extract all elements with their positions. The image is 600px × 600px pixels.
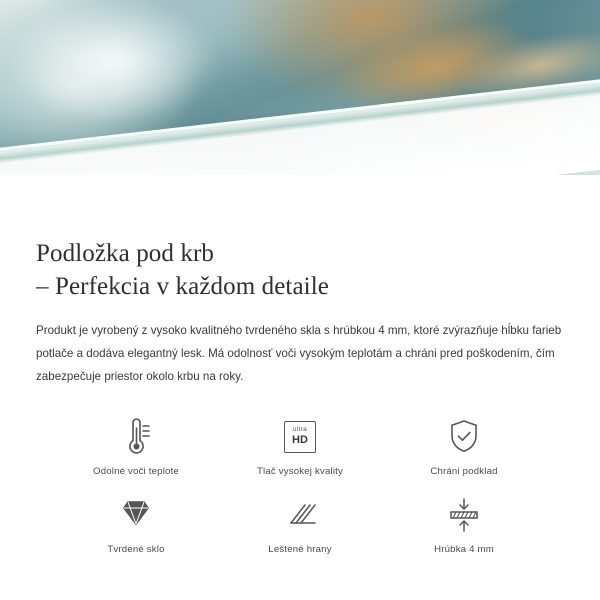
feature-item-heat-resistance: [54, 415, 218, 477]
thickness-icon: [442, 493, 486, 537]
feature-item-polished-edges: [218, 493, 382, 555]
feature-label: Chráni podklad: [430, 465, 498, 477]
feature-grid: [36, 415, 564, 555]
feature-label: Leštené hrany: [268, 543, 332, 555]
ultra-hd-icon: [284, 415, 316, 459]
page-title-line-1: Podložka pod krb: [36, 240, 214, 267]
hero-bottom-fade: [0, 175, 600, 215]
feature-item-print-quality: [218, 415, 382, 477]
thermometer-icon: [116, 415, 156, 459]
feature-label: Odolné voči teplote: [93, 465, 179, 477]
hero-product-image: [0, 0, 600, 215]
page-title: [36, 237, 564, 303]
content-section: [0, 215, 600, 555]
feature-item-tempered-glass: [54, 493, 218, 555]
page-title-line-2: – Perfekcia v každom detaile: [36, 273, 329, 300]
diamond-icon: [114, 493, 158, 537]
product-description: Produkt je vyrobený z vysoko kvalitného tvrdeného skla s hrúbkou 4 mm, ktoré zvýrazňuje hĺbku farieb potlače a dodáva elegantný lesk. Má odolnosť voči vysokým teplotám a chráni pred poškodením, čím zabezpečuje priestor okolo krbu na roky.: [36, 324, 562, 384]
feature-label: Hrúbka 4 mm: [434, 543, 494, 555]
shield-check-icon: [444, 415, 484, 459]
feature-label: Tlač vysokej kvality: [256, 465, 344, 477]
feature-label: Tvrdené sklo: [107, 543, 165, 555]
feature-item-surface-protection: [382, 415, 546, 477]
ultra-hd-badge-bottom: HD: [292, 433, 308, 446]
ultra-hd-badge-top: ultra: [292, 426, 308, 434]
feature-item-thickness: [382, 493, 546, 555]
polished-edges-icon: [278, 493, 322, 537]
